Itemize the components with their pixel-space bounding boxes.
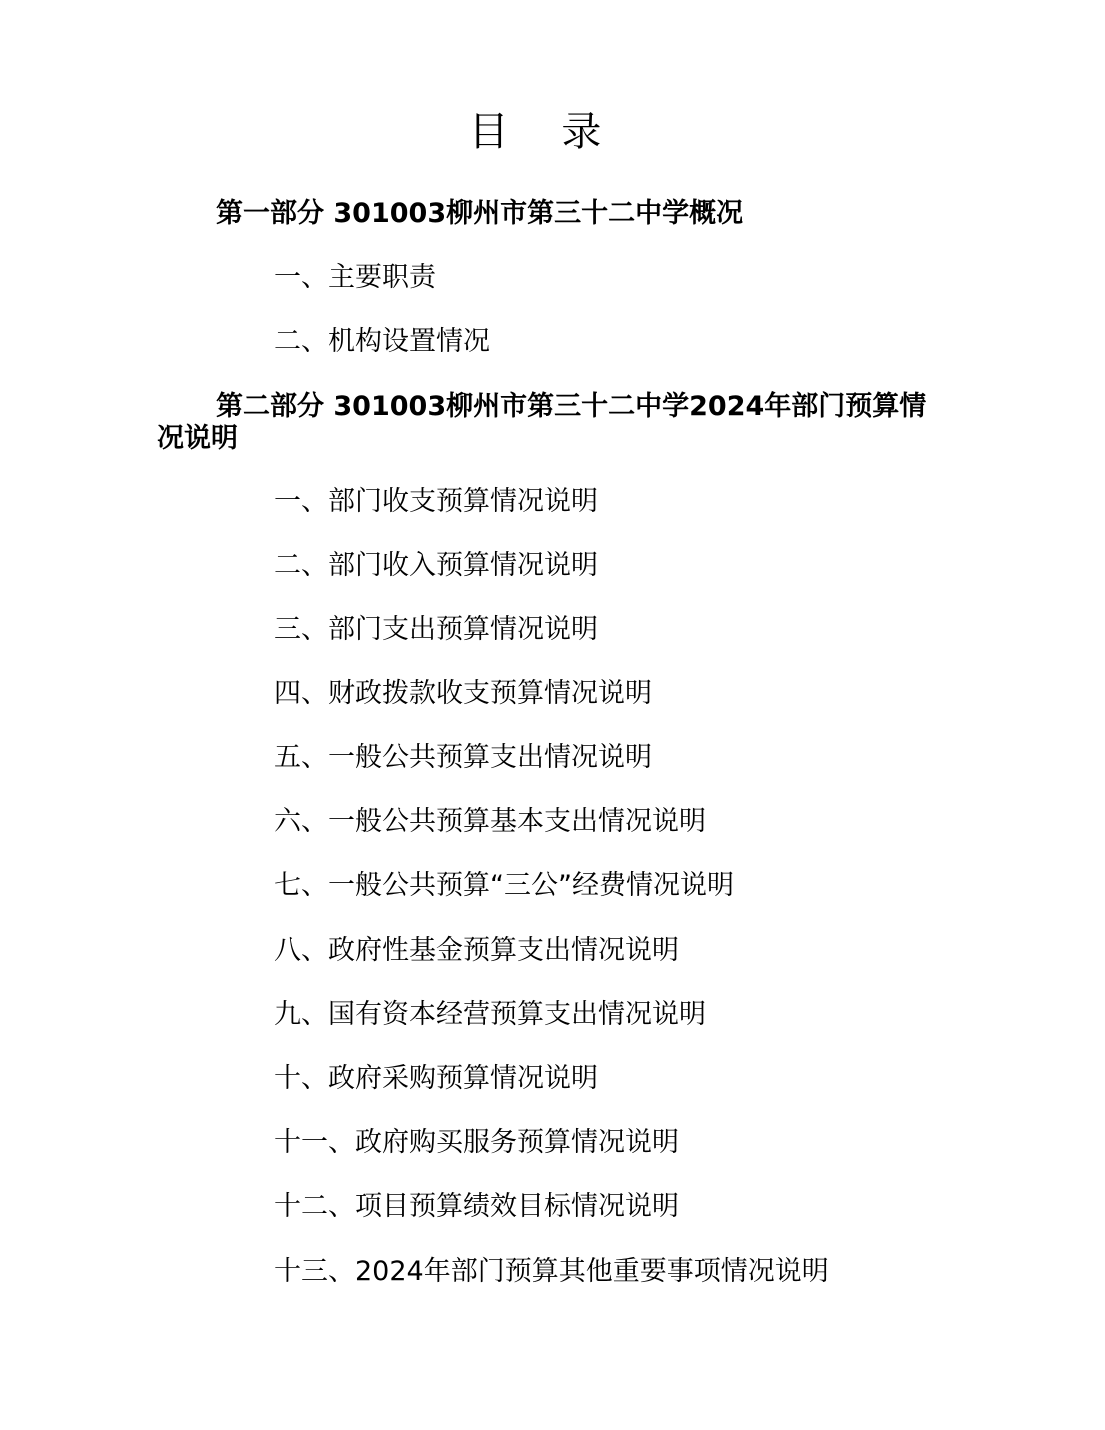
toc-title: 目 录 [468,109,622,155]
part2-item-11: 十一、政府购买服务预算情况说明 [274,1127,679,1158]
part2-item-9: 九、国有资本经营预算支出情况说明 [274,999,706,1030]
part2-item-12: 十二、项目预算绩效目标情况说明 [274,1191,679,1222]
part2-item-1: 一、部门收支预算情况说明 [274,486,598,517]
part2-item-6: 六、一般公共预算基本支出情况说明 [274,806,706,837]
part2-item-4: 四、财政拨款收支预算情况说明 [274,678,652,709]
part1-heading: 第一部分 301003柳州市第三十二中学概况 [216,198,744,229]
part2-item-5: 五、一般公共预算支出情况说明 [274,742,652,773]
part1-item-2: 二、机构设置情况 [274,326,490,357]
part2-heading: 第二部分 301003柳州市第三十二中学2024年部门预算情况说明 [157,391,927,454]
part2-item-8: 八、政府性基金预算支出情况说明 [274,935,679,966]
part1-item-1: 一、主要职责 [274,262,436,293]
part2-item-10: 十、政府采购预算情况说明 [274,1063,598,1094]
part2-item-2: 二、部门收入预算情况说明 [274,550,598,581]
part2-item-13: 十三、2024年部门预算其他重要事项情况说明 [274,1256,829,1287]
part2-item-3: 三、部门支出预算情况说明 [274,614,598,645]
part2-item-7: 七、一般公共预算“三公”经费情况说明 [274,870,734,901]
